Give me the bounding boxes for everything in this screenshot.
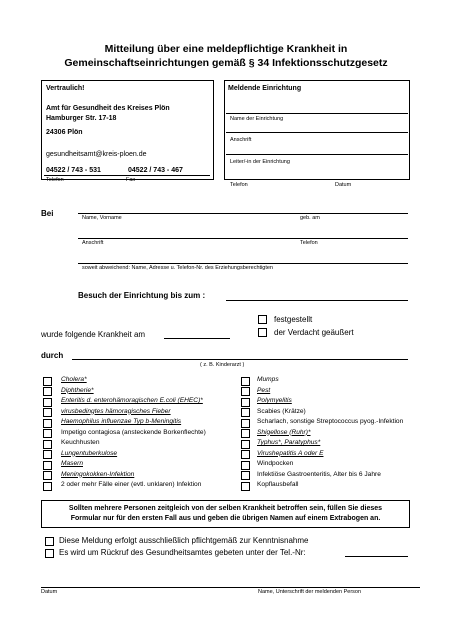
form-title-line-1: Mitteilung über eine meldepflichtige Krankheit in xyxy=(104,43,348,55)
disease-label: Infektiöse Gastroenteritis, Alter bis 6 Jahre xyxy=(257,470,381,478)
disease-label: Impetigo contagiosa (ansteckende Borkenflechte) xyxy=(61,428,206,436)
disease-label: Virushepatitis A oder E xyxy=(257,449,324,457)
footer-signature-label: Name, Unterschrift der meldenden Person xyxy=(258,589,362,595)
disease-label: Lungentuberkulose xyxy=(61,449,118,457)
institution-phone-label: Telefon xyxy=(230,182,248,188)
institution-date-label: Datum xyxy=(335,182,352,188)
disease-checkbox[interactable] xyxy=(241,429,250,438)
disease-date-field[interactable] xyxy=(164,338,230,339)
disease-label: Kopflausbefall xyxy=(257,481,299,488)
disease-checkbox[interactable] xyxy=(43,482,52,491)
disease-checkbox[interactable] xyxy=(43,440,52,449)
disease-checkbox[interactable] xyxy=(43,461,52,470)
disease-checkbox[interactable] xyxy=(43,471,52,480)
authority-city: 24306 Plön xyxy=(46,129,83,136)
disease-checkbox[interactable] xyxy=(241,440,250,449)
disease-label: Pest xyxy=(257,386,271,394)
person-name-label: Name, Vorname xyxy=(82,215,122,221)
guardian-note: soweit abweichend: Name, Adresse u. Telefon-Nr. des Erziehungsberechtigten xyxy=(82,265,273,271)
disease-checkbox[interactable] xyxy=(43,398,52,407)
authority-street: Hamburger Str. 17-18 xyxy=(46,115,117,122)
disease-checkbox[interactable] xyxy=(241,450,250,459)
suspected-checkbox[interactable] xyxy=(258,328,267,337)
attendance-until-label: Besuch der Einrichtung bis zum : xyxy=(78,291,206,300)
disease-label: Scharlach, sonstige Streptococcus pyog.-Infektion xyxy=(257,418,404,425)
notice-line-2: Formular nur für den ersten Fall aus und geben die übrigen Namen auf einem Extrabogen an. xyxy=(70,515,381,522)
disease-checkbox[interactable] xyxy=(241,377,250,386)
disease-label: Haemophilus influenzae Typ b-Meningitis xyxy=(61,418,182,425)
form-title-line-2: Gemeinschaftseinrichtungen gemäß § 34 Infektionsschutzgesetz xyxy=(64,57,388,69)
disease-checkbox[interactable] xyxy=(43,408,52,417)
phone-label: Telefon xyxy=(46,177,64,183)
person-phone-label: Telefon xyxy=(300,240,318,246)
authority-email[interactable]: gesundheitsamt@kreis-ploen.de xyxy=(46,151,147,158)
disease-checkbox[interactable] xyxy=(43,450,52,459)
disease-label: Windpocken xyxy=(257,460,294,467)
disease-checkbox[interactable] xyxy=(241,387,250,396)
diagnosed-label: festgestellt xyxy=(274,315,313,324)
person-address-field[interactable] xyxy=(78,238,408,239)
disease-label: virusbedingtes hämoragisches Fieber xyxy=(61,407,171,415)
disease-label: 2 oder mehr Fälle einer (evtl. unklaren) Infektion xyxy=(61,481,202,488)
durch-label: durch xyxy=(41,351,64,360)
institution-name-label: Name der Einrichtung xyxy=(230,116,284,122)
disease-label: Polymyelitis xyxy=(257,397,292,404)
disease-label: Shigellose (Ruhr)* xyxy=(257,428,311,436)
guardian-field[interactable] xyxy=(78,263,408,264)
footer-date-label: Datum xyxy=(41,589,58,595)
disease-checkbox[interactable] xyxy=(43,387,52,396)
phone-fax-underline xyxy=(44,175,210,176)
authority-phone: 04522 / 743 - 531 xyxy=(46,167,101,174)
institution-leader-label: Leiter/-in der Einrichtung xyxy=(230,159,290,165)
disease-checkbox[interactable] xyxy=(43,377,52,386)
person-name-field[interactable] xyxy=(78,213,408,214)
disease-label: Keuchhusten xyxy=(61,439,100,446)
institution-leader-field[interactable] xyxy=(226,154,408,155)
diagnosed-checkbox[interactable] xyxy=(258,315,267,324)
signature-line[interactable] xyxy=(41,587,420,588)
disease-checkbox[interactable] xyxy=(43,419,52,428)
disease-label: Mumps xyxy=(257,376,279,383)
institution-address-field[interactable] xyxy=(226,132,408,133)
disease-label: Scabies (Krätze) xyxy=(257,407,306,415)
callback-phone-field[interactable] xyxy=(345,556,408,557)
acknowledge-only-label: Diese Meldung erfolgt ausschließlich pflichtgemäß zur Kenntnisnahme xyxy=(59,536,309,545)
disease-label: Enteritis d. enterohämoragischen E.coli (EHEC)* xyxy=(61,397,203,404)
reporting-institution-heading: Meldende Einrichtung xyxy=(228,85,302,92)
diagnosed-by-hint: ( z. B. Kinderarzt ) xyxy=(200,362,245,368)
authority-fax: 04522 / 743 - 467 xyxy=(128,167,183,174)
callback-label: Es wird um Rückruf des Gesundheitsamtes gebeten unter der Tel.-Nr: xyxy=(59,548,306,557)
disease-checkbox[interactable] xyxy=(241,482,250,491)
disease-date-prefix: wurde folgende Krankheit am xyxy=(41,330,146,339)
callback-checkbox[interactable] xyxy=(45,549,54,558)
disease-checkbox[interactable] xyxy=(241,408,250,417)
disease-label: Cholera* xyxy=(61,376,87,383)
disease-checkbox[interactable] xyxy=(43,429,52,438)
disease-label: Typhus*, Paratyphus* xyxy=(257,439,321,446)
confidential-label: Vertraulich! xyxy=(46,85,85,92)
suspected-label: der Verdacht geäußert xyxy=(274,328,354,337)
acknowledge-only-checkbox[interactable] xyxy=(45,537,54,546)
attendance-until-field[interactable] xyxy=(226,300,408,301)
institution-address-label: Anschrift xyxy=(230,137,252,143)
disease-checkbox[interactable] xyxy=(241,398,250,407)
diagnosed-by-field[interactable] xyxy=(72,359,408,360)
institution-name-field[interactable] xyxy=(226,113,408,114)
disease-checkbox[interactable] xyxy=(241,471,250,480)
institution-phone-date-field[interactable] xyxy=(226,179,408,180)
disease-checkbox[interactable] xyxy=(241,419,250,428)
bei-label: Bei xyxy=(41,209,54,218)
authority-name: Amt für Gesundheit des Kreises Plön xyxy=(46,105,170,112)
notice-line-1: Sollten mehrere Personen zeitgleich von der selben Krankheit betroffen sein, füllen Sie dieses xyxy=(68,505,383,512)
disease-label: Meningokokken-Infektion xyxy=(61,470,135,478)
person-address-label: Anschrift xyxy=(82,240,104,246)
disease-label: Masern xyxy=(61,460,83,467)
disease-checkbox[interactable] xyxy=(241,461,250,470)
fax-label: Fax xyxy=(126,177,136,183)
disease-label: Diphtherie* xyxy=(61,386,94,394)
birthdate-label: geb. am xyxy=(300,215,320,221)
